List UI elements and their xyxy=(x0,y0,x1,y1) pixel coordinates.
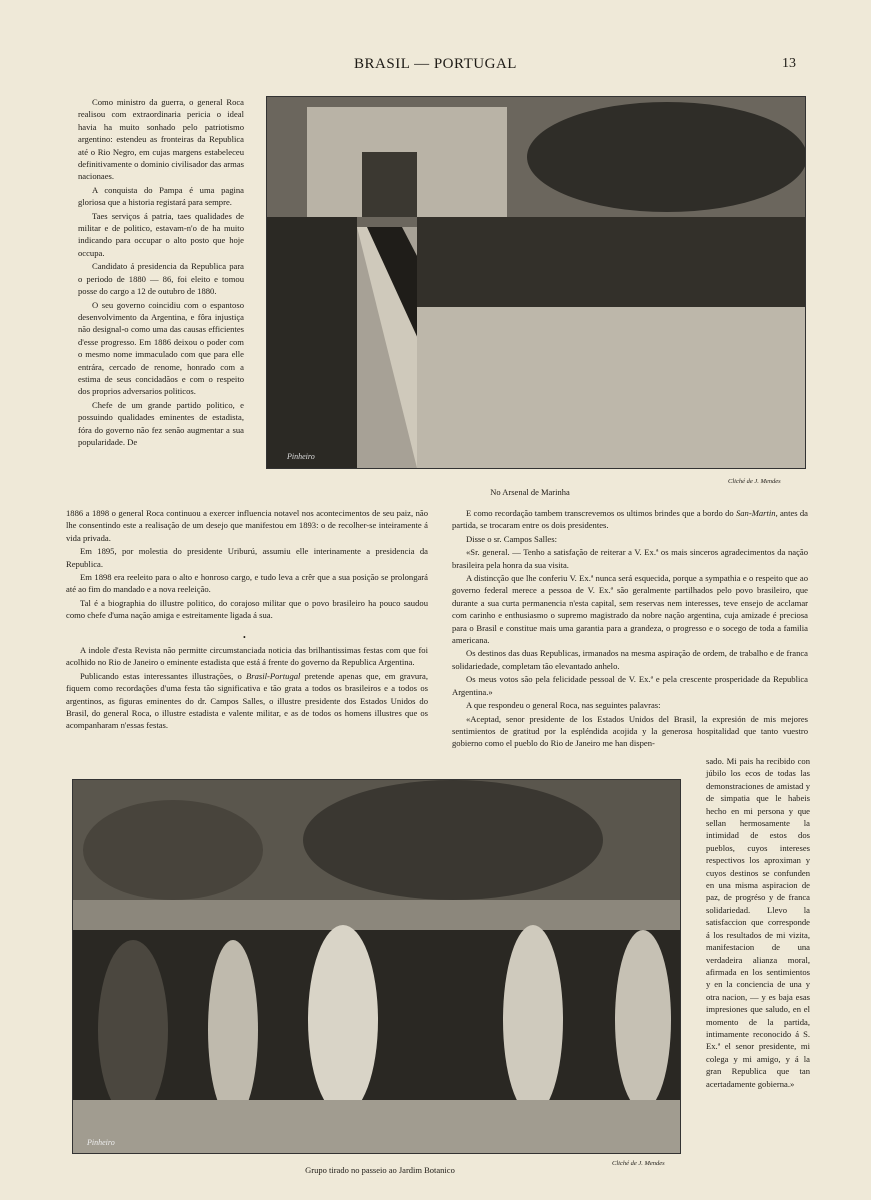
paragraph: A que respondeu o general Roca, nas seguintes palavras: xyxy=(466,700,661,711)
paragraph: Os meus votos são pela felicidade pessoal de V. Ex.ª e pela crescente prosperidade da Republica Argentina.» xyxy=(452,674,808,697)
ship-name: San-Martin xyxy=(735,508,776,518)
paragraph: Disse o sr. Campos Salles: xyxy=(466,533,557,544)
paragraph: O seu governo coincidiu com o espantoso desenvolvimento da Argentina, e fôra injustiça não designal-o como uma das causas efficientes d'esse progresso. Em 1886 deixou o poder com o mesmo nome immaculado com que para elle entrára, cercado de renome, honrado com a estima de seus concidadãos e com o respeito dos proprios adversarios politicos. xyxy=(78,299,244,397)
paragraph: A conquista do Pampa é uma pagina gloriosa que a historia registará para sempre. xyxy=(78,184,244,208)
text-span: , antes da partida, se trocaram entre os dois presidentes. xyxy=(452,508,808,531)
paragraph: «Aceptad, senor presidente de los Estados Unidos del Brasil, la expresión de mis mejores sentimientos de gratitud por la espléndida acojida y la generosa hospitalidad que tanto vuestro gobierno como el pueblo do Rio de Janeiro me han dispen- xyxy=(452,713,808,749)
left-wide-column xyxy=(66,507,428,623)
photo-credit: Cliché de J. Mendes xyxy=(612,1160,665,1167)
photo-credit: Cliché de J. Mendes xyxy=(728,478,781,485)
paragraph: Chefe de um grande partido politico, e possuindo qualidades eminentes de estadista, fóra do governo não fez senão augmentar a sua popularidade. De xyxy=(78,399,244,447)
left-column xyxy=(78,96,244,449)
paragraph: «Sr. general. — Tenho a satisfação de reiterar a V. Ex.ª os mais sinceros agradecimentos da nação brasileira pela honra da sua visita. xyxy=(452,547,808,570)
page-title: BRASIL — PORTUGAL xyxy=(354,56,517,72)
page-number: 13 xyxy=(782,56,796,71)
magazine-name: Brasil-Portugal xyxy=(246,670,301,681)
paragraph: Taes serviços á patria, taes qualidades de militar e de politico, estavam-n'o de ha muito indicando para occupar o alto posto que hoje occupa. xyxy=(78,210,244,258)
paragraph: sado. Mi pais ha recibido con júbilo los ecos de todas las demonstraciones de amistad y de simpatia que le habeis hecho en mi persona y que sellan hermosamente la intimidad de estos dos pueblos, cuyos intereses respectivos los aproximan y cuyos destinos se confunden en una misma aspiracion de paz, de progréso y de franca solidariedad. Llevo la satisfaccion que corresponde á los resultados de mi vizita, manifestacion de una verdadeira alianza moral, afirmada en los sentimientos y en la conciencia de una y otra nacion, — y es baja esas impresiones que saludo, en el momento de la partida, intimamente reconocido á S. Ex.ª el senor presidente, mi colega y mi amigo, y á la gran Republica que tan acertadamente gobierna.» xyxy=(706,756,810,1089)
photo-signature: Pinheiro xyxy=(87,1138,115,1147)
paragraph: Como ministro da guerra, o general Roca realisou com extraordinaria pericia o ideal havia ha muito sonhado pelo patriotismo argentino: estendeu as fronteiras da Republica até o Rio Negro, em cujas margens estabeleceu definitivamente o dominio civilisador das armas nacionaes. xyxy=(78,97,244,182)
paragraph: Em 1895, por molestia do presidente Uriburú, assumiu elle interinamente a presidencia da Republica. xyxy=(66,546,428,569)
engraving-arsenal xyxy=(267,97,805,468)
photo-signature: Pinheiro xyxy=(287,452,315,461)
paragraph: Candidato á presidencia da Republica para o periodo de 1880 — 86, foi eleito e tomou posse do cargo a 12 de outubro de 1880. xyxy=(78,261,244,297)
section-separator: • xyxy=(243,633,246,642)
paragraph: Em 1898 era reeleito para o alto e honroso cargo, e tudo leva a crêr que a sua posição se prolongará até ao fim do mandado e a nova reeleição. xyxy=(66,572,428,595)
paragraph: Os destinos das duas Republicas, irmanados na mesma aspiração de ordem, de trabalho e de franca solidariedade, completam tão elevantado anhelo. xyxy=(452,648,808,671)
photo-caption: No Arsenal de Marinha xyxy=(490,487,570,497)
paragraph xyxy=(66,670,428,732)
photo-jardim-botanico xyxy=(72,779,681,1154)
left-wide-column-2 xyxy=(66,644,428,733)
photo-caption: Grupo tirado no passeio ao Jardim Botanico xyxy=(305,1165,455,1175)
paragraph: A distincção que lhe conferiu V. Ex.ª nunca será esquecida, porque a sympathia e o respeito que ao governo federal merece a pessoa de V. Ex.ª são geralmente partilhados pelo povo brasileiro, que durante a sua curta permanencia n'esta capital, sem reservas nem interesses, teve ensejo de acclamar com carinho e enthusiasmo o supremo magistrado da nobre nação argentina, cuja amizade é preciosa para o Brasil e constitue mais uma garantia para a grandeza, o progresso e o socego de toda a familia americana. xyxy=(452,573,808,646)
engraving-group xyxy=(73,780,680,1153)
paragraph xyxy=(452,507,808,532)
right-column xyxy=(452,507,808,751)
paragraph: A indole d'esta Revista não permitte circumstanciada noticia das brilhantissimas festas com que foi acolhido no Rio de Janeiro o eminente estadista que está á frente do governo da Republica Argentina. xyxy=(66,645,428,668)
paragraph: Tal é a biographia do illustre politico, do corajoso militar que o povo brasileiro ha pouco saudou como chefe d'uma nação amiga e estreitamente ligada á sua. xyxy=(66,597,428,621)
photo-arsenal-de-marinha xyxy=(266,96,806,469)
narrow-right-column xyxy=(706,755,810,1091)
paragraph: 1886 a 1898 o general Roca continuou a exercer influencia notavel nos acontecimentos de seu paiz, não lhe consentindo este a realisação de um desejo que manifestou em 1893: o de recolher-se inteiramente á vida privada. xyxy=(66,508,428,543)
text-span: E como recordação tambem transcrevemos os ultimos brindes que a bordo do xyxy=(466,508,736,518)
text-span: Publicando estas interessantes illustrações, o xyxy=(80,670,247,681)
text-span: pretende apenas que, em gravura, fiquem como recordações d'uma festa tão significativa e tão grata a todos os brasileiros e a todos os argentinos, as figuras eminentes do dr. Campos Salles, o illustre presidente dos Estados Unidos do Brasil, do general Roca, o illustre estadista e valente militar, e as de todos os homens illustres que os acompanharam n'essas festas. xyxy=(66,670,429,731)
